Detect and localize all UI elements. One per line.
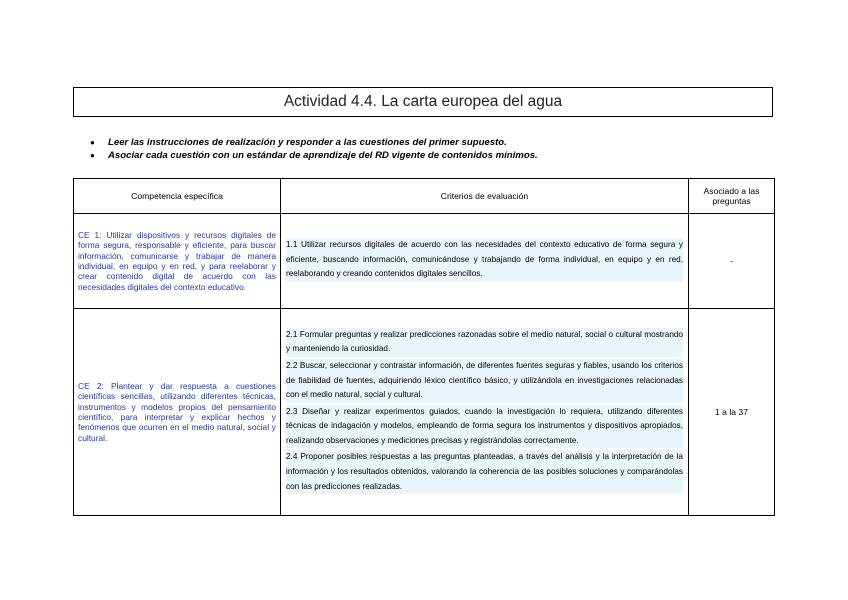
criterios-cell <box>281 309 689 516</box>
criterio-item: 2.1 Formular preguntas y realizar predicciones razonadas sobre el medio natural, social o cultural mostrando y manteniendo la curiosidad. <box>286 328 683 357</box>
criterio-item: 1.1 Utilizar recursos digitales de acuerdo con las necesidades del contexto educativo de forma segura y eficiente, buscando información, comunicándose y trabajando de forma individual, en equipo y en red, reelaborando y creando contenidos digitales sencillos. <box>286 238 683 282</box>
criterio-item: 2.3 Diseñar y realizar experimentos guiados, cuando la investigación lo requiera, utilizando diferentes técnicas de indagación y modelos, empleando de forma segura los instrumentos y dispositivos apropiados, realizando observaciones y mediciones precisas y registrándolas correctamente. <box>286 405 683 449</box>
competencia-cell: CE 2: Plantear y dar respuesta a cuestiones científicas sencillas, utilizando diferentes técnicas, instrumentos y modelos propios del pensamiento científico, para interpretar y explicar hechos y fenómenos que ocurren en el medio natural, social y cultural. <box>74 309 281 516</box>
asociado-cell: - <box>689 214 775 309</box>
asociado-cell: 1 a la 37 <box>689 309 775 516</box>
criterio-item: 2.2 Buscar, seleccionar y contrastar información, de diferentes fuentes seguras y fiables, usando los criterios de fiabilidad de fuentes, adquiriendo léxico científico básico, y utilizándola en investigaciones relacionadas con el medio natural, social y cultural. <box>286 359 683 403</box>
criterios-cell <box>281 214 689 309</box>
table-row <box>74 214 775 309</box>
instruction-item: ● Leer las instrucciones de realización y responder a las cuestiones del primer supuesto. <box>90 136 538 149</box>
table-row <box>74 309 775 516</box>
criterio-item: 2.4 Proponer posibles respuestas a las preguntas planteadas, a través del análisis y la interpretación de la información y los resultados obtenidos, valorando la coherencia de las posibles soluciones y comparándolas con las predicciones realizadas. <box>286 450 683 494</box>
competencia-cell: CE 1: Utilizar dispositivos y recursos digitales de forma segura, responsable y eficiente, para buscar información, comunicarse y trabajar de manera individual, en equipo y en red, y para reelaborar y crear contenido digital de acuerdo con las necesidades digitales del contexto educativo. <box>74 214 281 309</box>
instruction-item: ● Asociar cada cuestión con un estándar de aprendizaje del RD vigente de contenidos mínimos. <box>90 149 538 162</box>
table-header-row <box>74 179 775 214</box>
header-asociado: Asociado a las preguntas <box>689 179 775 214</box>
header-competencia: Competencia específica <box>74 179 281 214</box>
header-criterios: Criterios de evaluación <box>281 179 689 214</box>
instructions-list <box>90 136 538 162</box>
competencies-table <box>73 178 775 516</box>
page-title: Actividad 4.4. La carta europea del agua <box>73 87 773 117</box>
